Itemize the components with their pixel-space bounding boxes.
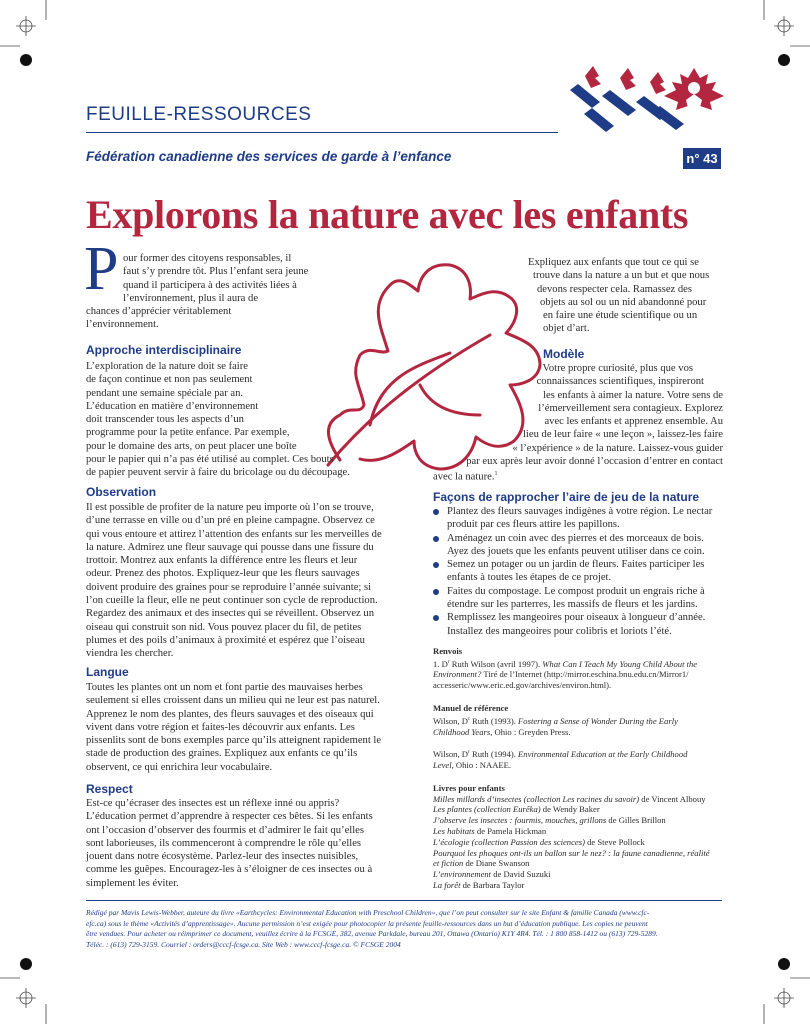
list-item-line: Remplissez les mangeoires pour oiseaux à longueur d’année. [447, 612, 706, 624]
approche-line: de façon continue et non pas seulement [86, 374, 253, 386]
book-item: Pourquoi les phoques ont-ils un ballon sur le nez? : la faune canadienne, réalité [433, 847, 710, 858]
renvoi-line: Environment? Tiré de l’Internet (http://mirror.eschina.bnu.edu.cn/Mirror1/ [433, 669, 689, 680]
intro-line: quand il participera à des activités liées à [123, 279, 297, 291]
renvoi-line: 1. $D^r$ Ruth Wilson (avril 1997). What Can I Teach My Young Child About the [433, 658, 698, 669]
langue-line: pissenlits sont de bons exemples parce qu’ils atteignent rapidement le [86, 735, 382, 747]
book-item: et fiction de Diane Swanson [433, 858, 530, 869]
renvoi-url[interactable]: accesseric/www.eric.ed.gov/archives/environ.html). [433, 680, 612, 691]
right-intro-line: trouve dans la nature a un but et que nous [533, 270, 710, 282]
footer-line: Rédigé par Mavis Lewis-Webber, auteure du livre «Earthcycles: Environmental Education with Preschool Children», que l’on peut consulter sur le site Enfant & famille Canada (www.cfc- [86, 908, 650, 917]
langue-line: observent, ce qui enrichira leur vocabulaire. [86, 761, 273, 773]
facons-list [433, 505, 733, 638]
observation-line: la nature. Admirez une fleur sauvage qui pousse dans une fissure du [86, 541, 374, 553]
observation-line: l’on cueille la fleur, elle ne peut continuer son cycle de reproduction. [86, 595, 378, 607]
respect-line: L’éducation permet d’apprendre à respecter ces bêtes. Si les enfants [86, 811, 373, 823]
book-item: L’écologie (collection Passion des sciences) de Steve Pollock [433, 836, 645, 847]
cccf-logo-icon [560, 62, 732, 144]
approche-line: pour le domaine des arts, on peut placer une boîte [86, 440, 297, 452]
footer-credits [86, 908, 726, 950]
list-item [433, 558, 733, 585]
approche-line: L’exploration de la nature doit se faire [86, 361, 248, 372]
manuel-ref: Wilson, $D^r$ Ruth (1993). Fostering a Sense of Wonder During the Early [433, 715, 678, 726]
modele-line: « l’expérience » de la nature. Laissez-vous guider [512, 442, 723, 454]
modele-line: Votre propre curiosité, plus que vos [542, 363, 693, 374]
approche-line: L’éducation en matière d’environnement [86, 400, 259, 412]
list-item-line: étendre sur les parterres, les massifs de fleurs et les jardins. [447, 599, 698, 611]
section-heading-observation: Observation [86, 485, 157, 499]
langue-paragraph [86, 681, 396, 774]
modele-line: connaissances scientifiques, inspireront [536, 376, 704, 388]
approche-line: de papier peuvent servir à faire du bricolage ou du découpage. [86, 467, 350, 479]
observation-line: plumes et des poils d’animaux à proximité et espérez que l’oiseau [86, 634, 365, 646]
langue-line: vivent dans votre région et faites-les découvrir aux enfants. Les [86, 721, 355, 733]
list-item-line: Plantez des fleurs sauvages indigènes à votre région. Le nectar [447, 506, 713, 517]
list-item-line: Semez un potager ou un jardin de fleurs. Faites participer les [447, 559, 705, 571]
approche-line: doit transcender tous les aspects d’un [86, 414, 244, 426]
book-item: L’environnement de David Suzuki [433, 869, 551, 880]
observation-line: qui vous entoure et attirez l’attention des enfants sur les merveilles de [86, 528, 382, 540]
right-intro-line: objets au sol ou un nid abandonné pour [540, 296, 707, 308]
intro-line: chances d’apprécier véritablement [86, 306, 232, 318]
respect-line: sont laborieuses, ils commenceront à comprendre le rôle qu’elles [86, 837, 362, 849]
manuel-ref: Level, Ohio : NAAEE. [433, 759, 512, 770]
footnote-ref[interactable]: 1 [494, 471, 498, 478]
observation-line: odeur. Prenez des photos. Expliquez-leur que les fleurs sauvages [86, 568, 360, 580]
header-rule [86, 132, 558, 133]
footer-line: Téléc. : (613) 729-3159. Courriel : orders@cccf-fcsge.ca. Site Web : www.cccf-fcsge.ca. © FCSGE 2004 [86, 939, 401, 949]
manuel-ref: Wilson, $D^r$ Ruth (1994). Environmental Education at the Early Childhood [433, 749, 688, 760]
footer-rule [86, 900, 722, 901]
livres-title: Livres pour enfants [433, 782, 505, 793]
book-item: La forêt de Barbara Taylor [433, 879, 525, 890]
series-title: FEUILLE-RESSOURCES [86, 104, 312, 125]
observation-line: oiseau qui construit son nid. Vous pouvez placer du fil, de petites [86, 621, 362, 633]
footer-line: être vendues. Pour acheter ou réimprimer ce document, veuillez écrire à la FCSGE, 382, avenue Parkdale, bureau 201, Ottawa (Ontario) K1Y 4R4. Tél. : 1 800 858-1412 ou (613) 729-5289. [86, 929, 658, 939]
list-item-line: Installez des mangeoires pour colibris et loriots l’été. [447, 625, 672, 637]
book-item: Les plantes (collection Eurêka) de Wendy Baker [433, 804, 600, 815]
modele-line: par eux après leur avoir donné l’occasion d’entrer en contact [466, 456, 723, 468]
list-item [433, 532, 733, 559]
list-item-line: Faites du compostage. Le compost produit un engrais riche à [447, 585, 705, 597]
intro-line: l’environnement, plus il aura de [123, 292, 259, 304]
respect-line: comme les guêpes. Encouragez-les à s’éloigner de ces insectes ou à [86, 864, 373, 876]
modele-line: les enfants à aimer la nature. Votre sens de [543, 389, 723, 401]
manuel-title: Manuel de référence [433, 703, 509, 714]
observation-line: d’une terrasse en ville ou d’un pré en pleine campagne. Observez ce [86, 515, 375, 527]
approche-line: pendant une semaine spéciale par an. [86, 387, 244, 399]
respect-line: simplement les éviter. [86, 877, 179, 889]
book-item: J’observe les insectes : fourmis, mouches, grillons de Gilles Brillon [433, 815, 666, 826]
observation-line: trottoir. Montrez aux enfants la différence entre les fleurs et leur [86, 555, 358, 567]
list-item [433, 585, 733, 612]
list-item-line: produit par ces fleurs attire les papillons. [447, 519, 620, 531]
observation-line: Il est possible de profiter de la nature peu importe où l’on se trouve, [86, 502, 374, 513]
intro-line: our former des citoyens responsables, il [123, 253, 292, 264]
manuel-ref: Childhood Years, Ohio : Greyden Press. [433, 726, 571, 737]
right-intro-paragraph [520, 256, 720, 336]
renvois-title: Renvois [433, 646, 463, 656]
book-item: Milles millards d’insectes (collection Les racines du savoir) de Vincent Albouy [433, 793, 706, 804]
intro-line: faut s’y prendre tôt. Plus l’enfant sera jeune [123, 266, 309, 278]
langue-line: stade de production des graines. Expliquez aux enfants ce qu’ils [86, 748, 358, 760]
observation-line: Regardez des animaux et des insectes qui se réveillent. Observez un [86, 608, 374, 620]
footer-line: efc.ca) sous le thème «Activités d’apprentissage». Aucune permission n’est exigée pour photocopier la présente feuille-ressources dans un but d’éducation publique. Les copies ne peuvent [86, 918, 648, 928]
right-intro-line: objet d’art. [543, 323, 590, 335]
drop-cap: P [84, 235, 119, 303]
org-name: Fédération canadienne des services de garde à l’enfance [86, 149, 452, 164]
langue-line: seulement si elles croissent dans un milieu qui ne leur est pas naturel. [86, 695, 380, 707]
observation-paragraph [86, 501, 396, 661]
respect-line: ont l’occasion d’observer des fourmis et d’admirer le fait qu’elles [86, 824, 364, 836]
intro-paragraph [86, 252, 346, 332]
list-item [433, 611, 733, 638]
respect-line: Est-ce qu’écraser des insectes est un réflexe inné ou appris? [86, 798, 340, 809]
list-item-line: Aménagez un coin avec des pierres et des morceaux de bois. [447, 532, 704, 544]
observation-line: viendra les chercher. [86, 648, 174, 660]
langue-line: Toutes les plantes ont un nom et font partie des mauvaises herbes [86, 682, 363, 693]
respect-line: jouent dans notre écosystème. Parlez-leur des insectes nuisibles, [86, 851, 359, 863]
approche-paragraph [86, 360, 386, 480]
right-intro-line: Expliquez aux enfants que tout ce qui se [528, 257, 699, 268]
intro-line: l’environnement. [86, 319, 159, 331]
observation-line: doivent produire des graines pour se reproduire l’année suivante; si [86, 581, 372, 593]
section-heading-modele: Modèle [543, 347, 585, 361]
langue-line: Apprenez le nom des plantes, des fleurs sauvages et des oiseaux qui [86, 708, 374, 720]
section-heading-facons: Façons de rapprocher l’aire de jeu de la nature [433, 490, 700, 504]
section-heading-langue: Langue [86, 665, 129, 679]
respect-paragraph [86, 797, 396, 890]
list-item-line: enfants à toutes les étapes de ce projet. [447, 572, 612, 584]
list-item-line: Ayez des jouets que les enfants peuvent utiliser dans ce coin. [447, 545, 705, 557]
modele-line: lieu de leur faire « une leçon », laissez-les faire [522, 429, 723, 441]
modele-line: avec la nature. [433, 471, 495, 483]
section-heading-respect: Respect [86, 782, 133, 796]
modele-paragraph [433, 362, 723, 484]
page-title: Explorons la nature avec les enfants [86, 192, 689, 237]
book-item: Les habitats de Pamela Hickman [433, 825, 547, 836]
right-intro-line: en faire une étude scientifique ou un [543, 310, 698, 322]
modele-line: avec les enfants et apprenez ensemble. Au [544, 416, 723, 428]
issue-number: n° 43 [683, 148, 721, 169]
section-heading-approche: Approche interdisciplinaire [86, 343, 242, 357]
right-intro-line: devons respecter cela. Ramassez des [537, 283, 693, 295]
list-item [433, 505, 733, 532]
approche-line: programme pour la petite enfance. Par exemple, [86, 427, 290, 439]
references [433, 646, 733, 891]
approche-line: pour le papier qui n’a pas été utilisé au complet. Ces bouts [86, 454, 334, 466]
modele-line: l’émerveillement sera contagieux. Explorez [538, 402, 723, 414]
